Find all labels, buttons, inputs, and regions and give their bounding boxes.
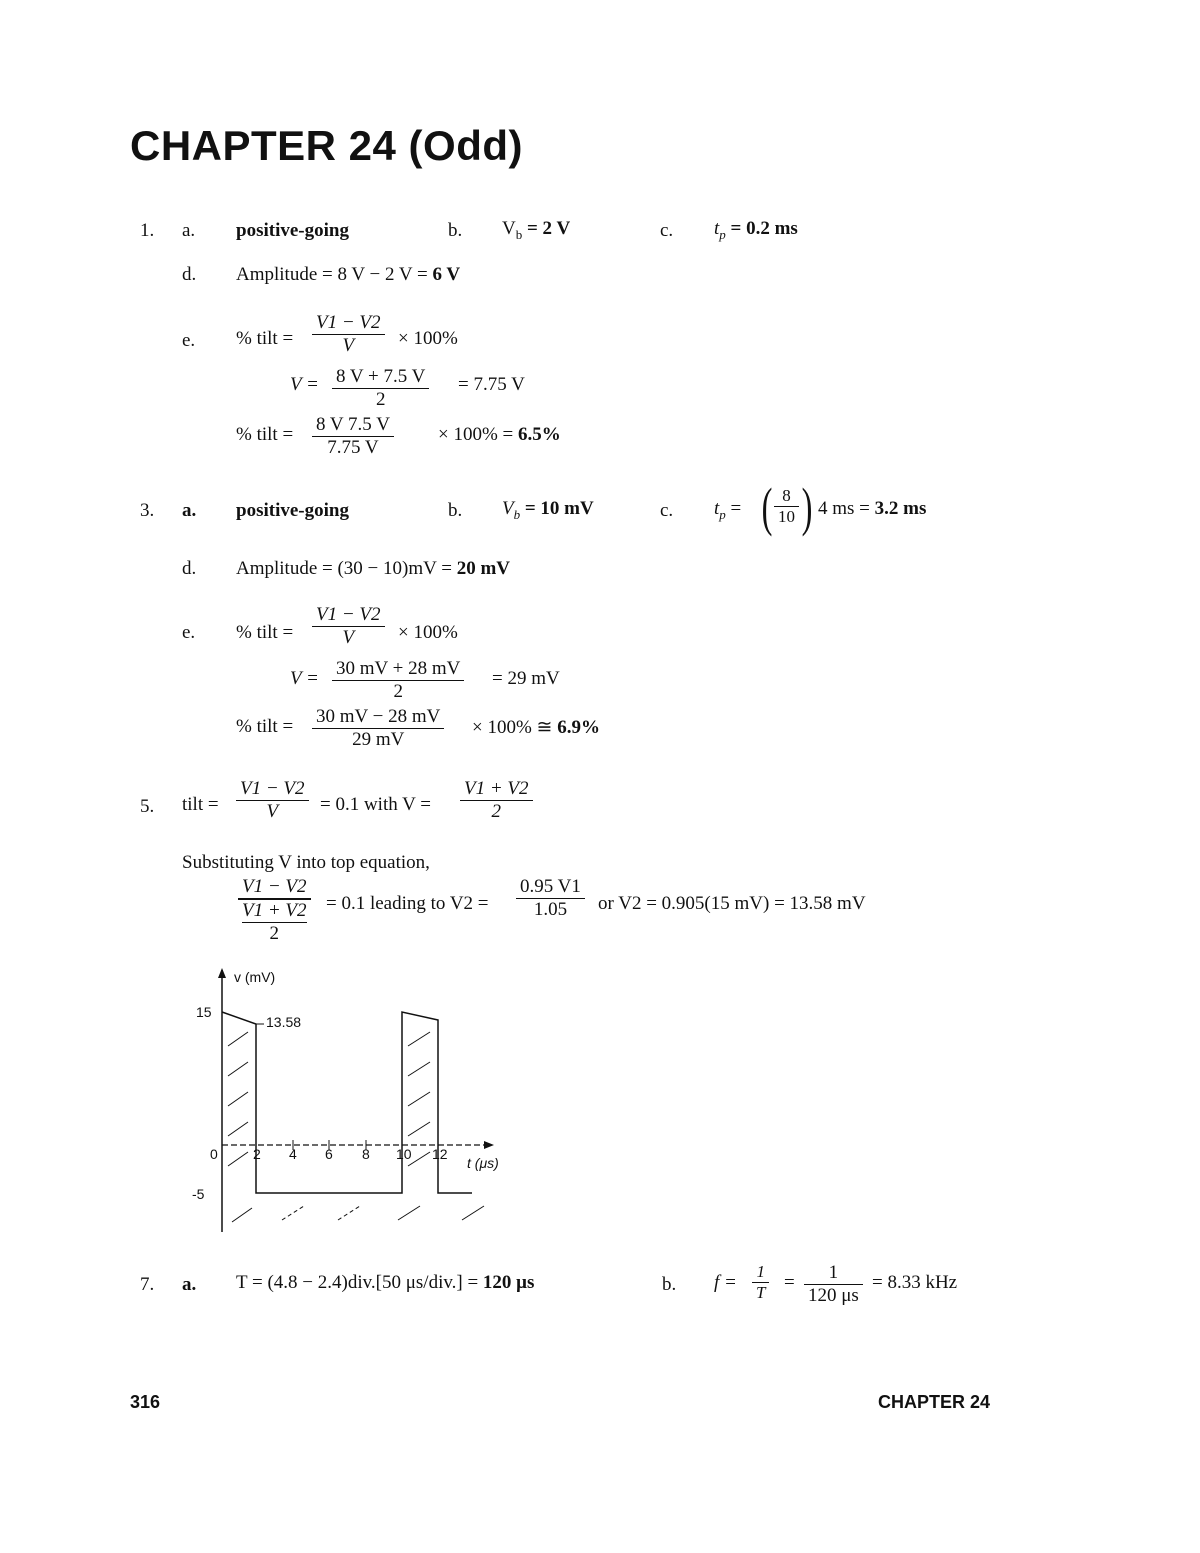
y-tick-label: 15	[196, 1004, 212, 1020]
part-c-tp: $t_p$ =	[714, 498, 742, 522]
problem-number: 3.	[140, 500, 155, 521]
y-tick-label: -5	[192, 1186, 205, 1202]
fraction: $\frac{0.95 V1}{1.05}$	[516, 876, 585, 921]
part-a-label: a.	[182, 1274, 197, 1295]
y-tick-label: 0	[210, 1146, 218, 1162]
compound-fraction: V1 − V2 V1 + V2 2	[238, 876, 311, 945]
shaded-region-left	[228, 1032, 252, 1222]
part-b-label: b.	[448, 220, 463, 241]
x-tick-label: 8	[362, 1146, 370, 1162]
shaded-region-bottom	[282, 1206, 360, 1220]
part-c-label: c.	[660, 500, 674, 521]
equation-rhs: × 100%	[398, 328, 458, 349]
x-tick-label: 10	[396, 1146, 412, 1162]
problem-number: 7.	[140, 1274, 155, 1295]
part-c-label: c.	[660, 220, 674, 241]
left-paren: (	[761, 477, 773, 537]
equation-rhs: × 100% = 6.5%	[438, 424, 561, 445]
part-e-label: e.	[182, 330, 196, 351]
fraction: $\frac{30 mV - 28 mV}{29 mV}$	[312, 706, 444, 751]
part-b-answer: $V_b = 10$ mV	[502, 498, 594, 522]
fraction: $\frac{1}{120 \mu s}$	[804, 1262, 863, 1307]
pulse-waveform	[222, 1012, 472, 1193]
x-tick-label: 2	[253, 1146, 261, 1162]
part-a-answer: positive-going	[236, 500, 349, 521]
fraction: $\frac{V1 - V2}{V}$	[236, 778, 309, 823]
part-a-answer: positive-going	[236, 220, 349, 241]
part-a-label: a.	[182, 500, 197, 521]
part-b-answer: $V_b = 2$ V	[502, 218, 571, 242]
equation-lhs: f =	[714, 1272, 737, 1293]
equation-rhs: or V2 = 0.905(15 mV) = 13.58 mV	[598, 893, 866, 914]
equation-mid: = 0.1 leading to V2 =	[326, 893, 489, 914]
fraction: $\frac{30 mV + 28 mV}{2}$	[332, 658, 464, 703]
equation-lhs: V =	[290, 374, 319, 395]
equation-rhs: × 100% ≅ 6.9%	[472, 717, 600, 738]
page-title: CHAPTER 24 (Odd)	[130, 122, 524, 169]
y-axis-label: v (mV)	[234, 969, 276, 985]
part-b-answer: = 8.33 kHz	[872, 1272, 958, 1293]
x-axis-label: t (μs)	[467, 1155, 499, 1171]
equation-lhs: V =	[290, 668, 319, 689]
part-b-label: b.	[448, 500, 463, 521]
part-c-answer: $t_p = 0.2$ ms	[714, 218, 798, 242]
part-e-label: e.	[182, 622, 196, 643]
fraction: $\frac{8 V 7.5 V}{7.75 V}$	[312, 414, 394, 459]
fraction: $\frac{V1 - V2}{V}$	[312, 312, 385, 357]
page-number: 316	[130, 1392, 161, 1412]
fraction: $\frac{V1 - V2}{V}$	[312, 604, 385, 649]
x-tick-label: 12	[432, 1146, 448, 1162]
x-tick-label: 4	[289, 1146, 297, 1162]
equation-lhs: % tilt =	[236, 424, 294, 445]
waveform-graph	[180, 960, 520, 1235]
x-tick-label: 6	[325, 1146, 333, 1162]
part-d-answer: Amplitude = (30 − 10)mV = 20 mV	[236, 558, 511, 579]
part-d-label: d.	[182, 558, 197, 579]
shaded-region-right	[398, 1032, 484, 1220]
equation-rhs: × 100%	[398, 622, 458, 643]
x-axis-arrow	[484, 1141, 494, 1149]
equation-rhs: = 29 mV	[492, 668, 560, 689]
fraction: $\frac{V1 + V2}{2}$	[460, 778, 533, 823]
annotation-label: 13.58	[266, 1014, 302, 1030]
equals: =	[784, 1272, 795, 1293]
problem-number: 5.	[140, 796, 155, 817]
substitution-text: Substituting V into top equation,	[182, 852, 430, 873]
equation-lhs: tilt =	[182, 794, 219, 815]
part-d-answer: Amplitude = 8 V − 2 V = 6 V	[236, 264, 461, 285]
y-axis-arrow	[218, 968, 226, 978]
part-a-answer: T = (4.8 − 2.4)div.[50 μs/div.] = 120 μs	[236, 1272, 535, 1293]
equation-lhs: % tilt =	[236, 716, 294, 737]
problem-number: 1.	[140, 220, 155, 241]
part-c-answer: 4 ms = 3.2 ms	[818, 498, 927, 519]
fraction: $\frac{8}{10}$	[774, 486, 799, 527]
part-b-label: b.	[662, 1274, 677, 1295]
fraction: $\frac{1}{T}$	[752, 1262, 769, 1303]
equation-lhs: % tilt =	[236, 328, 294, 349]
part-a-label: a.	[182, 220, 196, 241]
equation-rhs: = 7.75 V	[458, 374, 525, 395]
equation-lhs: % tilt =	[236, 622, 294, 643]
part-d-label: d.	[182, 264, 197, 285]
right-paren: )	[801, 477, 813, 537]
fraction: $\frac{8 V + 7.5 V}{2}$	[332, 366, 429, 411]
equation-mid: = 0.1 with V =	[320, 794, 431, 815]
running-footer: CHAPTER 24	[878, 1392, 991, 1412]
